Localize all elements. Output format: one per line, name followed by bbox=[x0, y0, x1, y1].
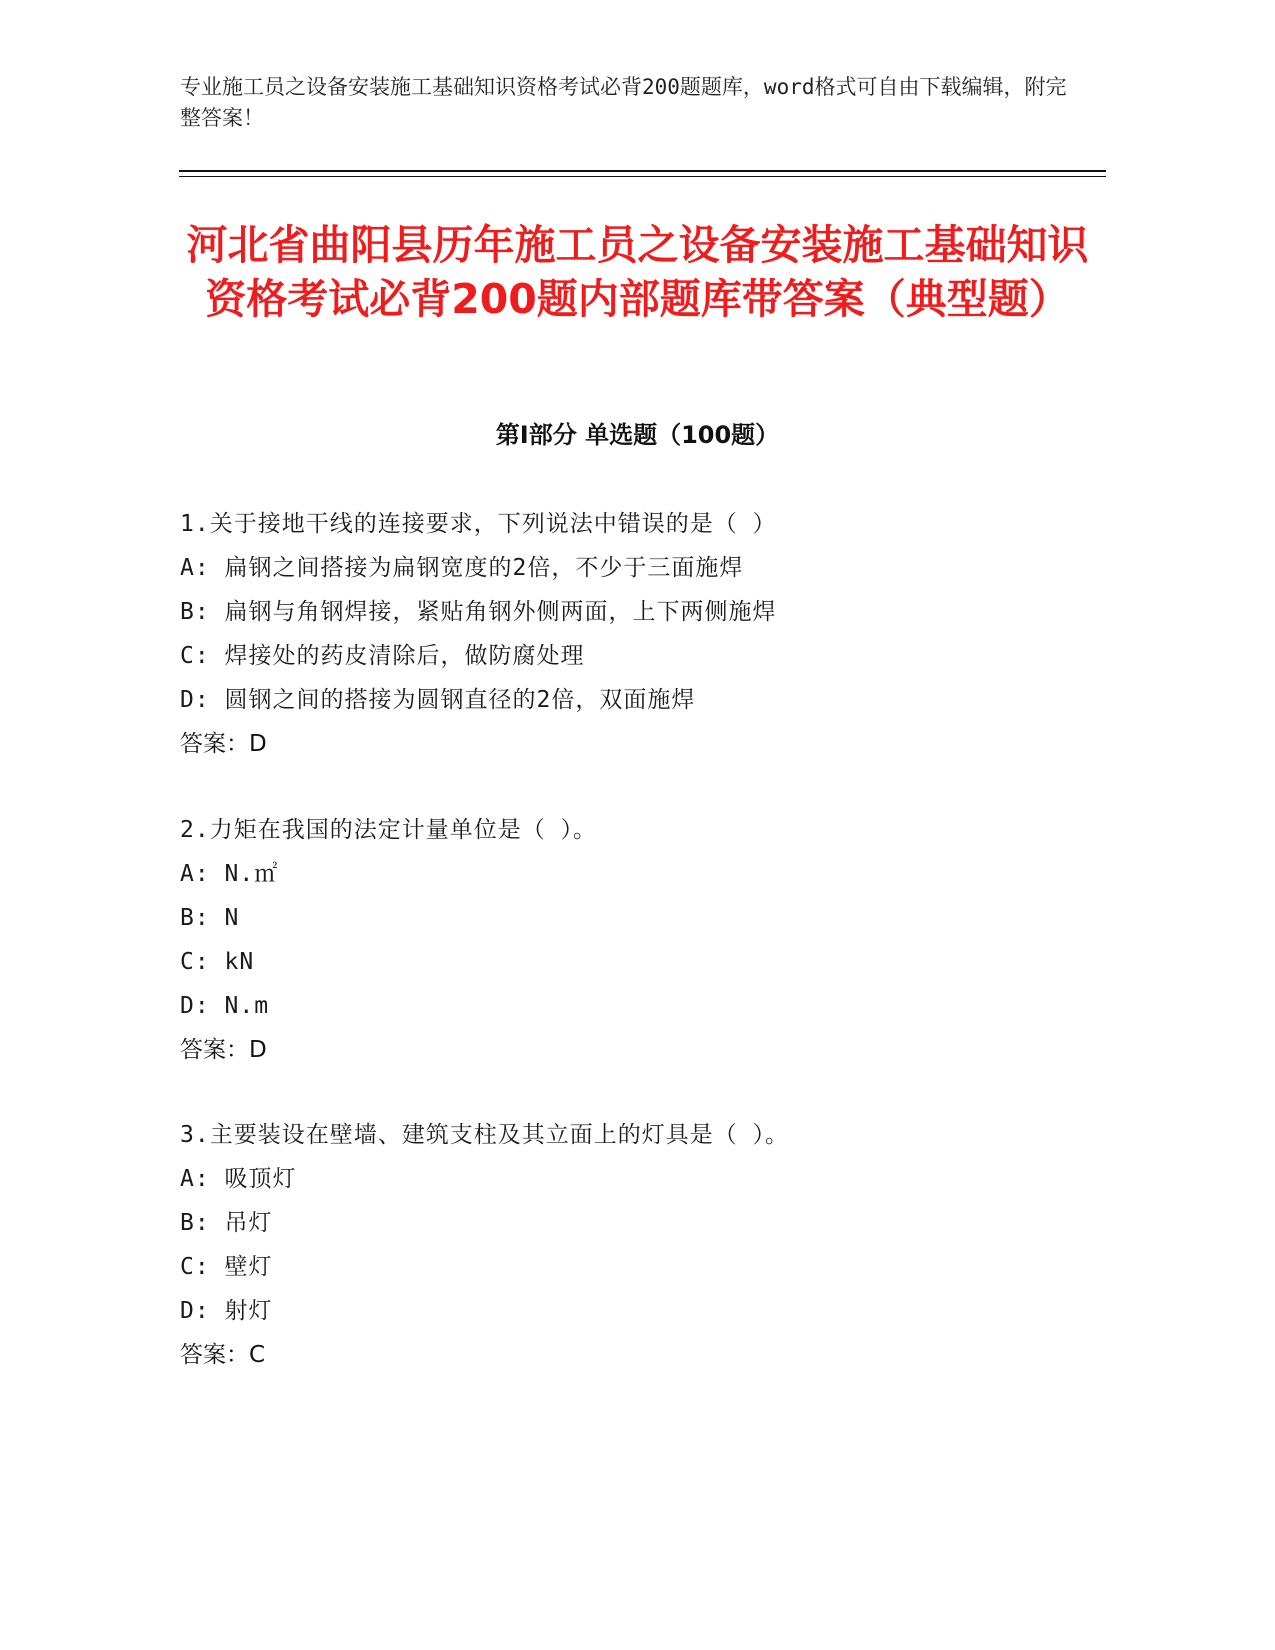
answer-line: 答案：D bbox=[180, 1037, 267, 1063]
option-a: A: 扁钢之间搭接为扁钢宽度的2倍，不少于三面施焊 bbox=[180, 555, 744, 581]
option-a: A: N.㎡ bbox=[180, 861, 279, 887]
option-c: C: 焊接处的药皮清除后，做防腐处理 bbox=[180, 643, 585, 669]
document-title: 河北省曲阳县历年施工员之设备安装施工基础知识资格考试必背200题内部题库带答案（典型题） bbox=[186, 221, 1089, 323]
question-2 bbox=[180, 808, 1080, 1072]
question-1 bbox=[180, 502, 1080, 766]
section-heading: 第Ⅰ部分 单选题（100题） bbox=[495, 421, 780, 449]
option-d: D: 圆钢之间的搭接为圆钢直径的2倍，双面施焊 bbox=[180, 687, 696, 713]
header-rule-thin bbox=[179, 176, 1106, 177]
answer-line: 答案：D bbox=[180, 731, 267, 757]
header-note: 专业施工员之设备安装施工基础知识资格考试必背200题题库，word格式可自由下载编辑，附完整答案！ bbox=[180, 75, 1067, 130]
option-c: C: kN bbox=[180, 949, 255, 975]
question-stem: 2.力矩在我国的法定计量单位是（ ）。 bbox=[180, 817, 598, 843]
option-b: B: N bbox=[180, 905, 240, 931]
question-3 bbox=[180, 1113, 1080, 1377]
option-a: A: 吸顶灯 bbox=[180, 1166, 297, 1192]
header-rule-thick bbox=[179, 170, 1106, 172]
option-b: B: 吊灯 bbox=[180, 1210, 273, 1236]
option-d: D: N.m bbox=[180, 993, 270, 1019]
answer-line: 答案：C bbox=[180, 1342, 266, 1368]
option-b: B: 扁钢与角钢焊接，紧贴角钢外侧两面，上下两侧施焊 bbox=[180, 599, 777, 625]
question-stem: 1.关于接地干线的连接要求，下列说法中错误的是（ ） bbox=[180, 511, 777, 537]
option-c: C: 壁灯 bbox=[180, 1254, 273, 1280]
question-stem: 3.主要装设在壁墙、建筑支柱及其立面上的灯具是（ ）。 bbox=[180, 1122, 790, 1148]
option-d: D: 射灯 bbox=[180, 1298, 273, 1324]
